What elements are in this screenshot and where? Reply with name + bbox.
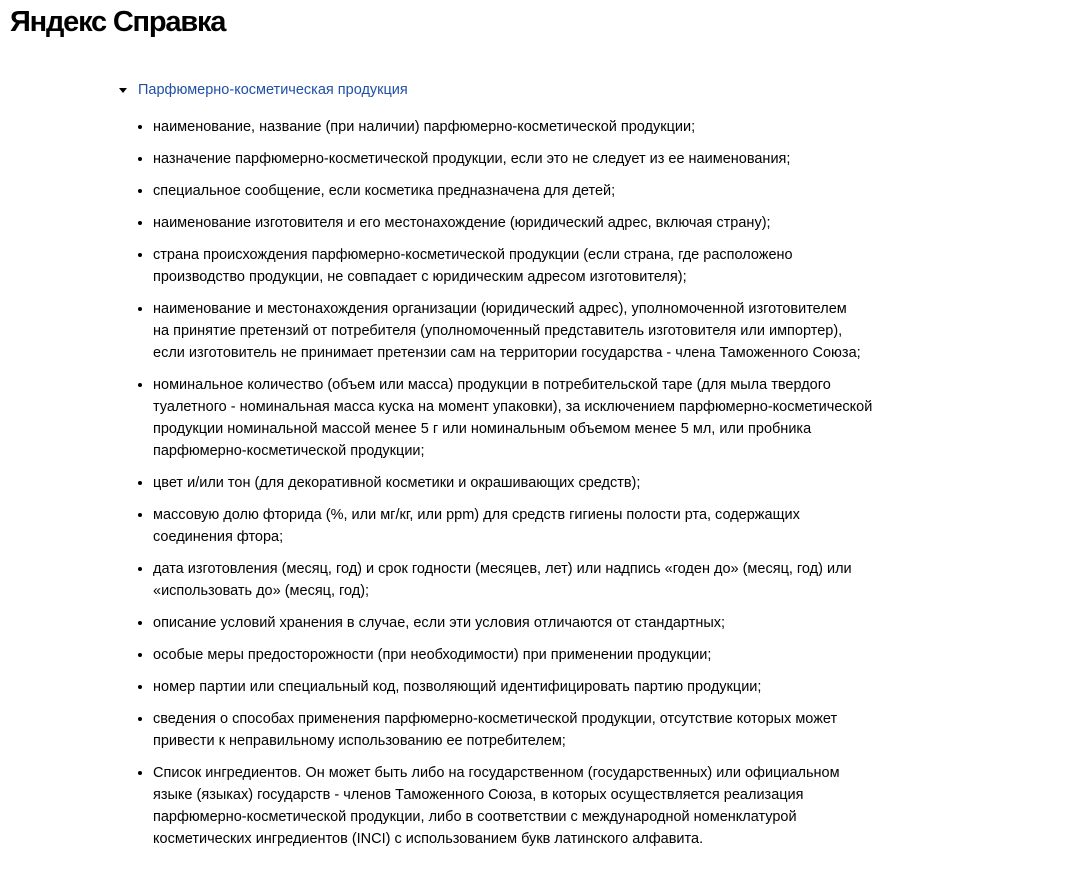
bullet-icon	[138, 157, 142, 161]
site-logo[interactable]: Яндекс Справка	[10, 6, 226, 38]
accordion-section	[116, 79, 916, 847]
list-item-text: назначение парфюмерно-косметической продукции, если это не следует из ее наименования;	[153, 151, 791, 167]
bullet-icon	[138, 189, 142, 193]
list-item	[136, 504, 916, 548]
list-item	[136, 472, 916, 494]
section-title-link[interactable]: Парфюмерно-косметическая продукция	[138, 82, 408, 98]
list-item-text: дата изготовления (месяц, год) и срок годности (месяцев, лет) или надпись «годен до» (месяц, год) или «использовать до» (месяц, год);	[153, 561, 852, 599]
bullet-icon	[138, 621, 142, 625]
list-item-text: наименование, название (при наличии) парфюмерно-косметической продукции;	[153, 119, 696, 135]
list-item-text: специальное сообщение, если косметика предназначена для детей;	[153, 183, 616, 199]
list-item-text: номинальное количество (объем или масса) продукции в потребительской таре (для мыла твердого туалетного - номинальная масса куска на момент упаковки), за исключением парфюмерно-косметической продукции номинальной массой менее 5 г или номинальным объемом менее 5 мл, или пробника парфюмерно-косметической продукции;	[153, 377, 873, 459]
bullet-icon	[138, 513, 142, 517]
caret-down-icon[interactable]	[119, 88, 127, 93]
bullet-icon	[138, 717, 142, 721]
bullet-icon	[138, 383, 142, 387]
bullet-icon	[138, 125, 142, 129]
list-item	[136, 244, 916, 288]
list-item	[136, 374, 916, 462]
bullet-icon	[138, 481, 142, 485]
list-item	[136, 148, 916, 170]
list-item-text: описание условий хранения в случае, если эти условия отличаются от стандартных;	[153, 615, 726, 631]
bullet-icon	[138, 567, 142, 571]
list-item-text: Список ингредиентов. Он может быть либо на государственном (государственных) или официальном языке (языках) государств - членов Таможенного Союза, в которых осуществляется реализация парфюмерно-косметической продукции, либо в соответствии с международной номенклатурой косметических ингредиентов (INCI) с использованием букв латинского алфавита.	[153, 765, 840, 847]
list-item-text: наименование и местонахождения организации (юридический адрес), уполномоченной изготовителем на принятие претензий от потребителя (уполномоченный представитель изготовителя или импортер), если изготовитель не принимает претензии сам на территории государства - члена Таможенного Союза;	[153, 301, 861, 361]
bullet-icon	[138, 307, 142, 311]
list-item-text: массовую долю фторида (%, или мг/кг, или ppm) для средств гигиены полости рта, содержащих соединения фтора;	[153, 507, 800, 545]
list-item	[136, 180, 916, 202]
list-item	[136, 116, 916, 138]
list-item-text: особые меры предосторожности (при необходимости) при применении продукции;	[153, 647, 712, 663]
list-item	[136, 298, 916, 364]
list-item-text: номер партии или специальный код, позволяющий идентифицировать партию продукции;	[153, 679, 762, 695]
bullet-icon	[138, 685, 142, 689]
accordion-toggle[interactable]	[116, 79, 916, 101]
list-item	[136, 676, 916, 698]
requirements-list	[136, 116, 916, 860]
bullet-icon	[138, 253, 142, 257]
list-item	[136, 212, 916, 234]
list-item-text: цвет и/или тон (для декоративной косметики и окрашивающих средств);	[153, 475, 641, 491]
list-item	[136, 762, 916, 850]
list-item-text: наименование изготовителя и его местонахождение (юридический адрес, включая страну);	[153, 215, 771, 231]
list-item	[136, 558, 916, 602]
bullet-icon	[138, 771, 142, 775]
list-item-text: сведения о способах применения парфюмерно-косметической продукции, отсутствие которых может привести к неправильному использованию ее потребителем;	[153, 711, 838, 749]
list-item	[136, 612, 916, 634]
list-item	[136, 644, 916, 666]
list-item	[136, 708, 916, 752]
list-item-text: страна происхождения парфюмерно-косметической продукции (если страна, где расположено производство продукции, не совпадает с юридическим адресом изготовителя);	[153, 247, 793, 285]
bullet-icon	[138, 221, 142, 225]
bullet-icon	[138, 653, 142, 657]
